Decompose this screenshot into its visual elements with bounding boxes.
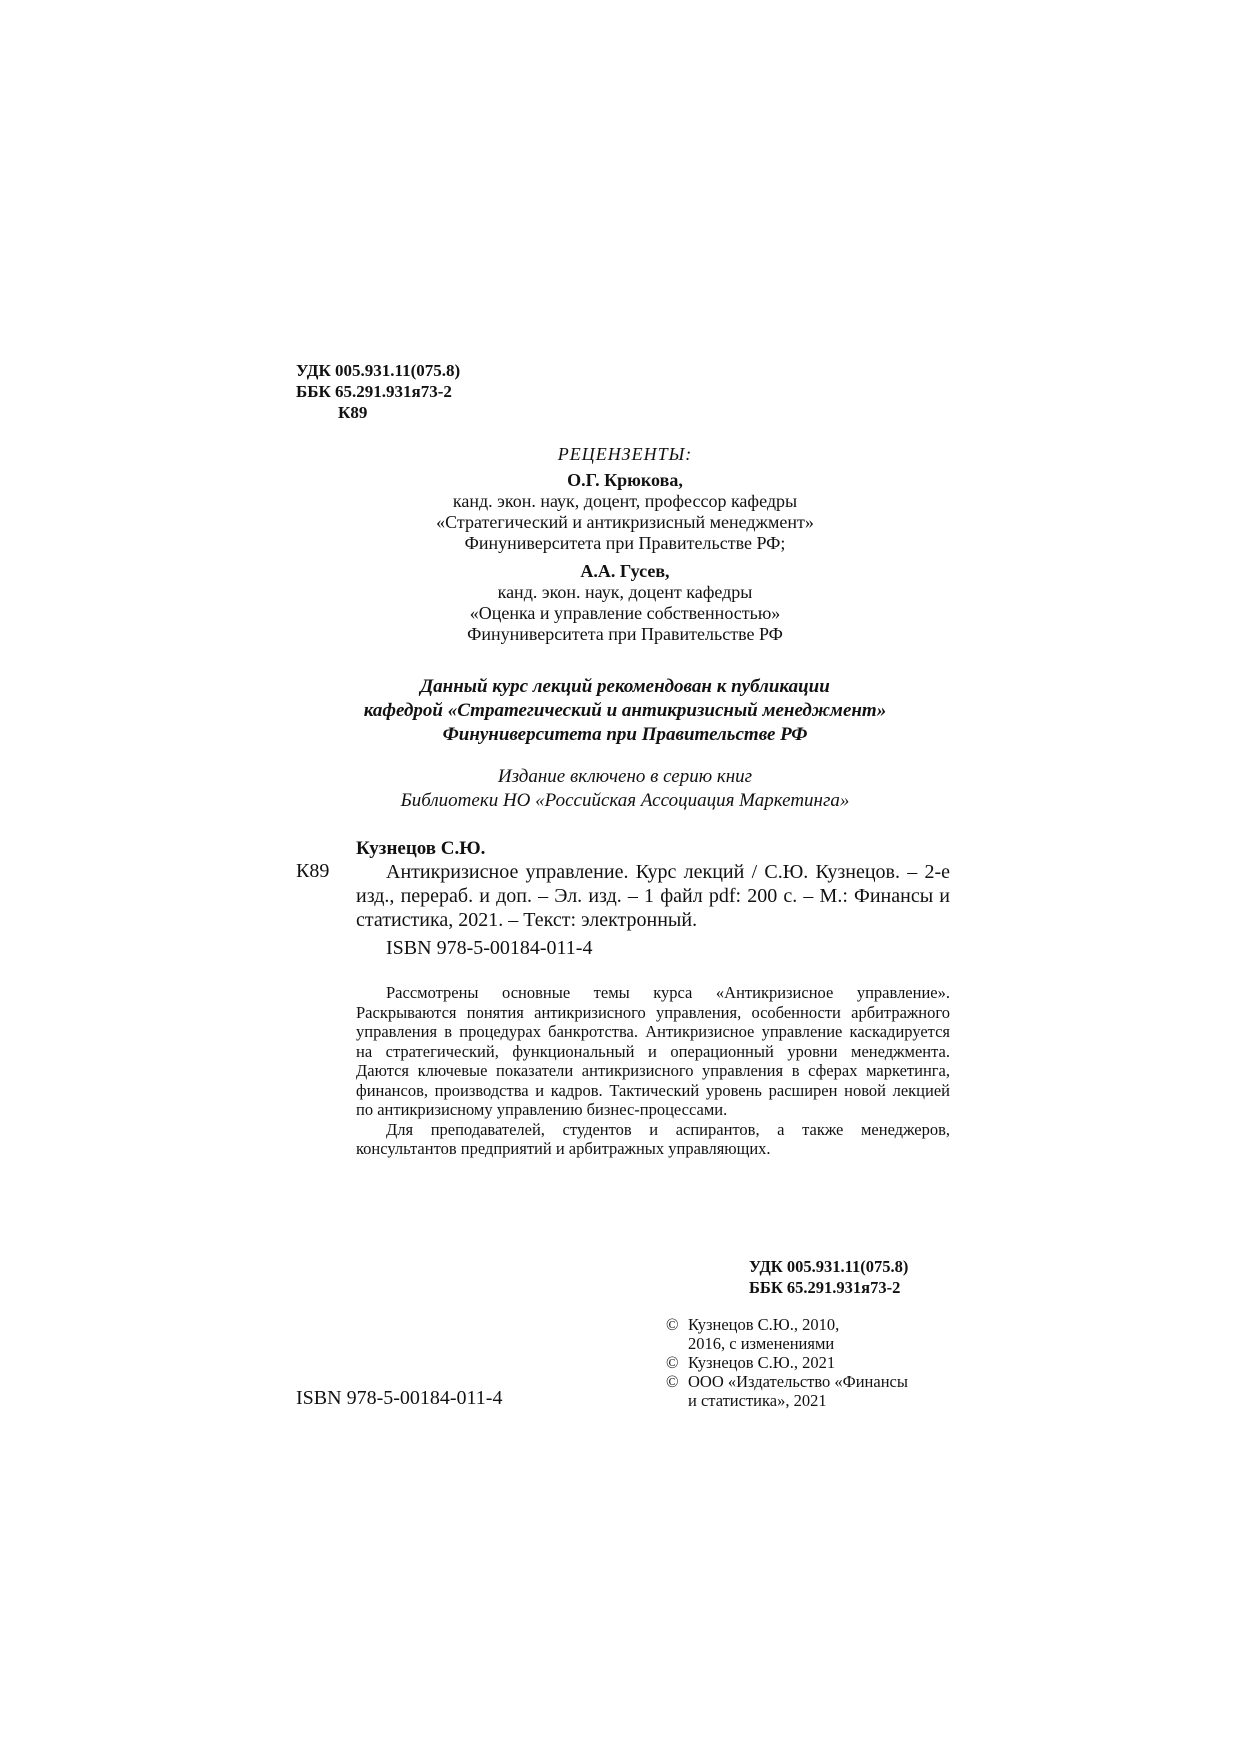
- copyright-line: Кузнецов С.Ю., 2021: [688, 1353, 836, 1372]
- bbk-code: ББК 65.291.931я73-2: [749, 1278, 901, 1297]
- copyright-symbol: ©: [666, 1315, 679, 1334]
- copyright-entry: [666, 1315, 908, 1353]
- author-mark: К89: [338, 403, 368, 422]
- copyright-line: 2016, с изменениями: [688, 1334, 835, 1353]
- annotation-paragraph: Рассмотрены основные темы курса «Антикризисное управление». Раскрываются понятия антикризисного управления, особенности арбитражного управления в процедурах банкротства. Антикризисное управление каскадируется на стратегический, функциональный и операционный уровни менеджмента. Даются ключевые показатели антикризисного управления в сферах маркетинга, финансов, производства и кадров. Тактический уровень расширен новой лекцией по антикризисному управлению бизнес-процессами.: [356, 983, 950, 1119]
- reviewer-line: Финуниверситета при Правительстве РФ: [467, 624, 783, 644]
- recommendation-note: [300, 675, 950, 747]
- reviewer-2: [360, 561, 890, 645]
- annotation: [356, 983, 950, 1159]
- bibliographic-description: Антикризисное управление. Курс лекций / С.Ю. Кузнецов. – 2-е изд., перераб. и доп. – Эл. изд. – 1 файл pdf: 200 с. – М.: Финансы и статистика, 2021. – Текст: электронный.: [356, 861, 950, 931]
- reviewer-line: канд. экон. наук, доцент, профессор кафедры: [452, 491, 798, 511]
- recommendation-line: Данный курс лекций рекомендован к публикации: [420, 676, 830, 697]
- copyright-line: ООО «Издательство «Финансы: [688, 1372, 908, 1391]
- recommendation-line: Финуниверситета при Правительстве РФ: [442, 724, 808, 745]
- copyright-line: и статистика», 2021: [688, 1391, 827, 1410]
- reviewer-name: О.Г. Крюкова,: [567, 470, 683, 490]
- classification-block-top: [296, 360, 460, 423]
- reviewer-line: «Оценка и управление собственностью»: [469, 603, 781, 623]
- recommendation-line: кафедрой «Стратегический и антикризисный менеджмент»: [363, 700, 887, 721]
- isbn-bottom: ISBN 978-5-00184-011-4: [296, 1387, 503, 1409]
- reviewers-heading: РЕЦЕНЗЕНТЫ:: [557, 444, 693, 464]
- bibliographic-mark: К89: [296, 860, 330, 882]
- reviewer-line: канд. экон. наук, доцент кафедры: [497, 582, 753, 602]
- bibliographic-record: [356, 860, 950, 960]
- bbk-code: ББК 65.291.931я73-2: [296, 382, 452, 401]
- copyright-block: [666, 1315, 908, 1410]
- copyright-line: Кузнецов С.Ю., 2010,: [688, 1315, 840, 1334]
- reviewer-1: [360, 470, 890, 554]
- udk-code: УДК 005.931.11(075.8): [296, 361, 461, 380]
- udk-code: УДК 005.931.11(075.8): [749, 1257, 909, 1276]
- annotation-paragraph: Для преподавателей, студентов и аспирантов, а также менеджеров, консультантов предприятий и арбитражных управляющих.: [356, 1119, 950, 1158]
- series-note: [300, 765, 950, 813]
- reviewer-line: Финуниверситета при Правительстве РФ;: [464, 533, 786, 553]
- bibliographic-isbn: ISBN 978-5-00184-011-4: [386, 937, 593, 959]
- bibliographic-author: Кузнецов С.Ю.: [356, 838, 486, 859]
- reviewer-line: «Стратегический и антикризисный менеджмент»: [436, 512, 814, 532]
- series-line: Библиотеки НО «Российская Ассоциация Маркетинга»: [400, 790, 850, 811]
- reviewer-name: А.А. Гусев,: [580, 561, 670, 581]
- copyright-entry: [666, 1372, 908, 1410]
- reviewers-section: [360, 444, 890, 652]
- series-line: Издание включено в серию книг: [497, 766, 753, 787]
- copyright-symbol: ©: [666, 1353, 679, 1372]
- classification-block-bottom: [749, 1256, 908, 1298]
- copyright-symbol: ©: [666, 1372, 679, 1391]
- copyright-entry: [666, 1353, 908, 1372]
